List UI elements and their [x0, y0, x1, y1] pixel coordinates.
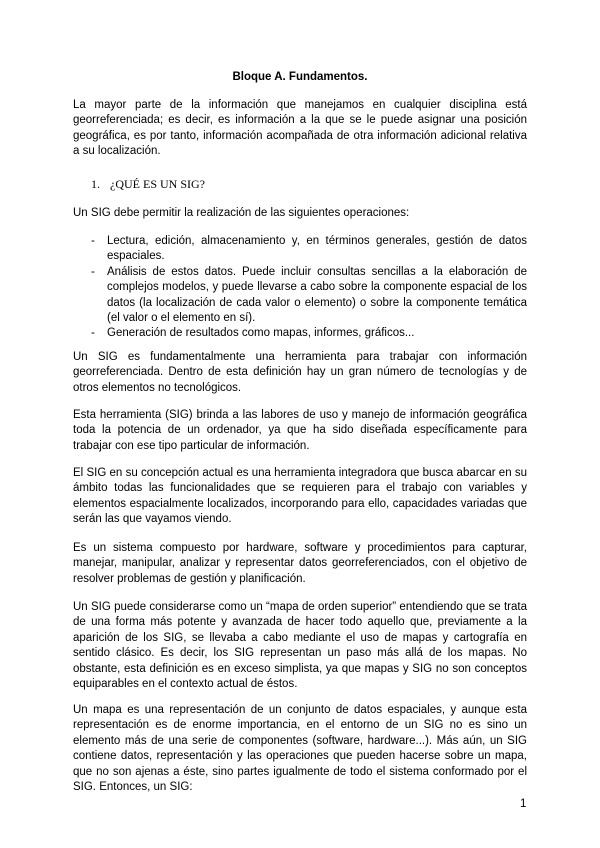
- list-item: [91, 265, 527, 327]
- bullet-dash: -: [91, 265, 95, 278]
- section-heading: [91, 177, 205, 192]
- intro-paragraph: La mayor parte de la información que manejamos en cualquier disciplina está georreferenciada; es decir, es información a la que se le puede asignar una posición geográfica, es por tanto, información acompañada de otra información adicional relativa a su localización.: [73, 99, 527, 158]
- list-item-text: Lectura, edición, almacenamiento y, en términos generales, gestión de datos espaciales.: [107, 235, 527, 263]
- operations-list: [91, 234, 527, 342]
- paragraph: Un SIG es fundamentalmente una herramienta para trabajar con información georreferenciada. Dentro de esta definición hay un gran número de tecnologías y de otros elementos no tecnológicos.: [73, 351, 527, 394]
- paragraph: Es un sistema compuesto por hardware, software y procedimientos para capturar, manejar, manipular, analizar y representar datos georreferenciados, con el objetivo de resolver problemas de gestión y planificación.: [73, 542, 527, 585]
- list-item-text: Análisis de estos datos. Puede incluir consultas sencillas a la elaboración de complejos modelos, y puede llevarse a cabo sobre la componente espacial de los datos (la localización de cada valor o elemento) o sobre la componente temática (el valor o el elemento en sí).: [107, 265, 527, 325]
- document-title: Bloque A. Fundamentos.: [232, 71, 368, 83]
- paragraph: El SIG en su concepción actual es una herramienta integradora que busca abarcar en su ámbito todas las funcionalidades que se requieren para el trabajo con variables y elementos espacialmente localizados, incorporando para ello, capacidades variadas que serán las que vayamos viendo.: [73, 467, 527, 526]
- section-title: ¿QUÉ ES UN SIG?: [110, 177, 205, 191]
- bullet-dash: -: [91, 235, 95, 247]
- operations-intro: Un SIG debe permitir la realización de las siguientes operaciones:: [73, 207, 410, 219]
- bullet-dash: -: [91, 327, 95, 340]
- list-item: [91, 326, 527, 341]
- section-number: 1.: [91, 177, 100, 191]
- paragraph: Esta herramienta (SIG) brinda a las labores de uso y manejo de información geográfica toda la potencia de un ordenador, ya que ha sido diseñada específicamente para trabajar con ese tipo particular de información.: [73, 409, 527, 452]
- paragraph: Un SIG puede considerarse como un “mapa de orden superior” entendiendo que se trata de una forma más potente y avanzada de hacer todo aquello que, previamente a la aparición de los SIG, se llevaba a cabo mediante el uso de mapas y cartografía en sentido clásico. Es decir, los SIG representan un paso más allá de los mapas. No obstante, esta definición es en exceso simplista, ya que mapas y SIG no son conceptos equiparables en el contexto actual de éstos.: [73, 601, 527, 691]
- paragraph: Un mapa es una representación de un conjunto de datos espaciales, y aunque esta representación es de enorme importancia, en el entorno de un SIG no es sino un elemento más de una serie de componentes (software, hardware...). Más aún, un SIG contiene datos, representación y las operaciones que pueden hacerse sobre un mapa, que no son ajenas a éste, sino partes igualmente de todo el sistema conformado por el SIG. Entonces, un SIG:: [73, 704, 527, 794]
- list-item-text: Generación de resultados como mapas, informes, gráficos...: [107, 327, 415, 340]
- page-number: 1: [520, 798, 527, 810]
- list-item: [91, 234, 527, 265]
